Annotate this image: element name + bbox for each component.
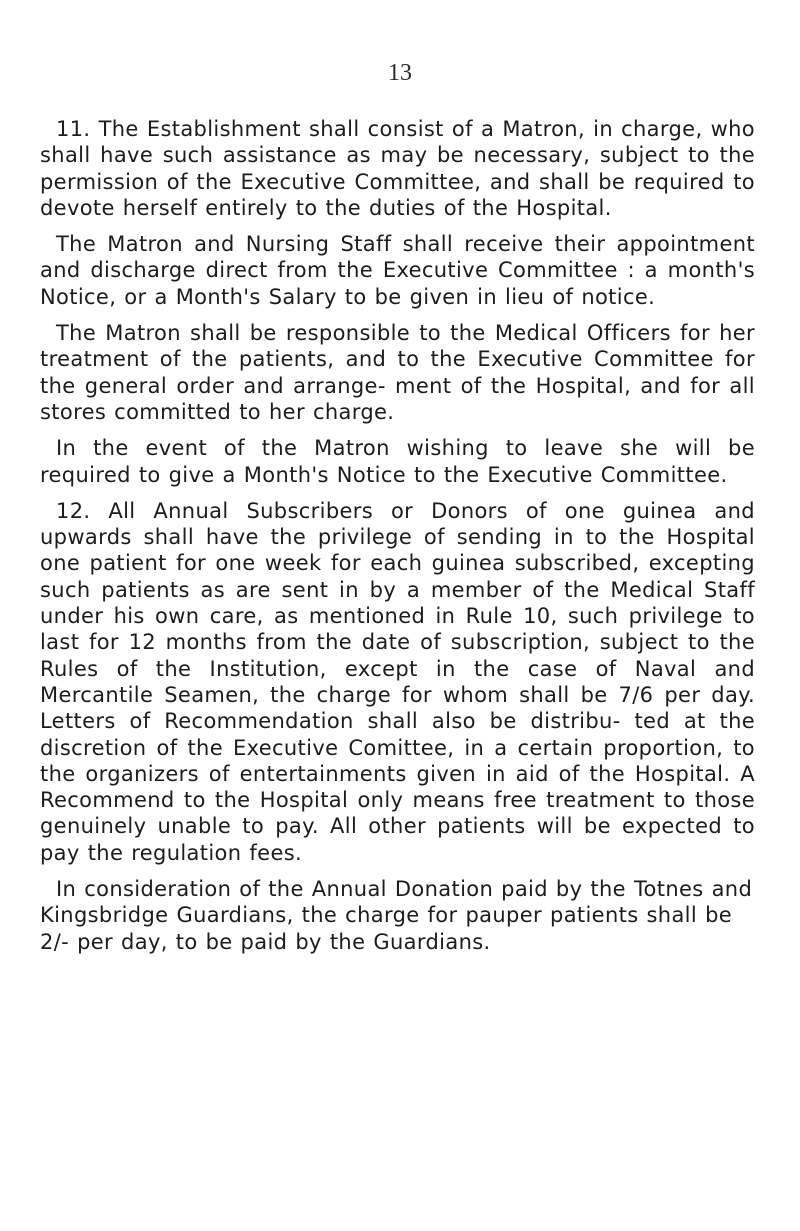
page-number: 13: [388, 60, 412, 86]
document-body: [40, 116, 755, 965]
paragraph-rule-12-subscribers: 12. All Annual Subscribers or Donors of one guinea and upwards shall have the privilege of sending in to the Hospital one patient for one week for each guinea subscribed, excepting such patients as are sent in by a member of the Medical Staff under his own care, as mentioned in Rule 10, such privilege to last for 12 months from the date of subscription, subject to the Rules of the Institution, except in the case of Naval and Mercantile Seamen, the charge for whom shall be 7/6 per day. Letters of Recommendation shall also be distribu- ted at the discretion of the Executive Comittee, in a certain proportion, to the organizers of entertainments given in aid of the Hospital. A Recommend to the Hospital only means free treatment to those genuinely unable to pay. All other patients will be expected to pay the regulation fees.: [40, 498, 755, 865]
paragraph-guardians-donation: In consideration of the Annual Donation paid by the Totnes and Kingsbridge Guardians, the charge for pauper patients shall be 2/- per day, to be paid by the Guardians.: [40, 877, 753, 954]
paragraph-rule-11-establishment: 11. The Establishment shall consist of a Matron, in charge, who shall have such assistance as may be necessary, subject to the permission of the Executive Committee, and shall be required to devote herself entirely to the duties of the Hospital.: [40, 117, 755, 220]
paragraph-matron-leaving: In the event of the Matron wishing to leave she will be required to give a Month's Notice to the Executive Committee.: [40, 436, 755, 487]
paragraph-matron-responsibility: The Matron shall be responsible to the Medical Officers for her treatment of the patients, and to the Executive Committee for the general order and arrange- ment of the Hospital, and for all stores committed to her charge.: [40, 321, 755, 424]
paragraph-matron-appointment: The Matron and Nursing Staff shall receive their appointment and discharge direct from the Executive Committee : a month's Notice, or a Month's Salary to be given in lieu of notice.: [40, 232, 755, 309]
